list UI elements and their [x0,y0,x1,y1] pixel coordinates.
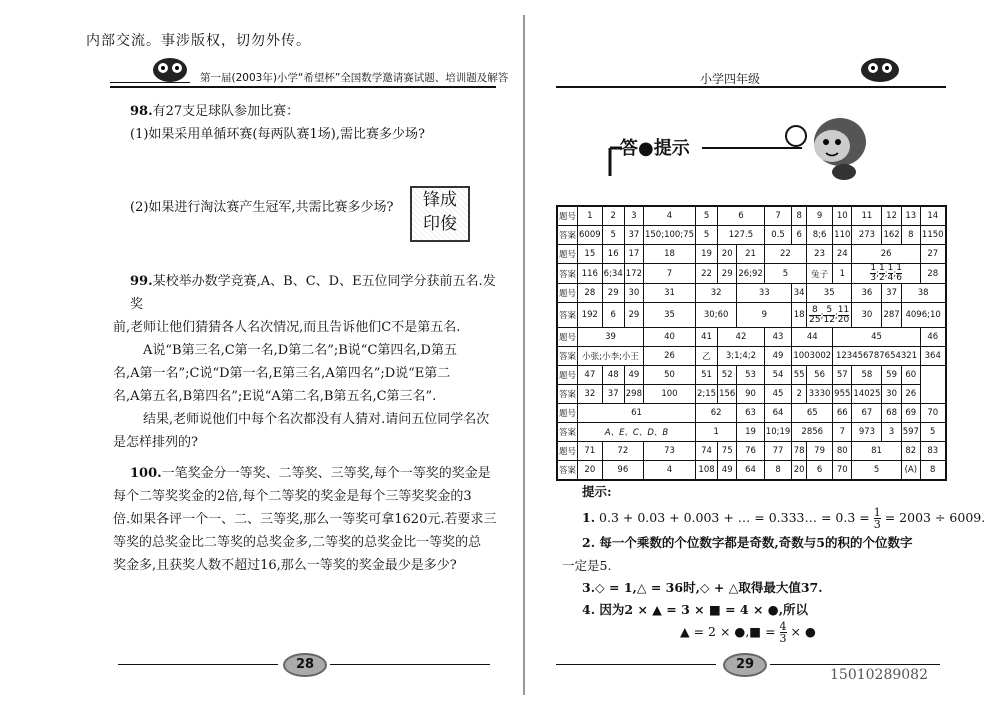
mascot-icon [782,106,880,184]
hint-1: 1. 0.3 + 0.03 + 0.003 + … = 0.333… = 0.3̇ = $\frac{1}{3}$ = 2003 ÷ 6009. [582,506,986,531]
left-header-title: 第一届(2003年)小学“希望杯”全国数学邀请赛试题、培训题及解答 [200,72,509,84]
answer-table [556,205,947,481]
table-row: 答案 A、E、C、D、B 1 19 10;19 2856 7 973 3 597 5 [557,423,946,442]
fraction-answer-26: $\frac{1}{3}$ ; $\frac{1}{2}$ ; $\frac{1}{4}$ ; $\frac{1}{6}$ [852,264,921,284]
table-row: 答案 116 6;34 172 7 22 29 26;92 5 兔子 1 $\frac{1}{3}$ ; $\frac{1}{2}$ ; $\frac{1}{4}$ ; $\frac{1}{6}$ 28 [557,264,946,284]
table-row: 答案 6009 5 37 150;100;75 5 127.5 0.5 6 8;6 110 273 162 8 1150 [557,226,946,245]
table-row: 题号 71 72 73 74 75 76 77 78 79 80 81 82 83 [557,442,946,461]
phone-watermark: 15010289082 [830,667,928,683]
fraction-answer-35: $\frac{8}{25}$ ; $\frac{5}{12}$ ; $\frac{11}{20}$ [806,303,851,328]
left-header-mascot [150,54,190,84]
page-gutter [523,15,525,695]
table-row: 答案 20 96 4 108 49 64 8 20 6 70 5 (A) 8 [557,461,946,481]
table-row: 题号 39 40 41 42 43 44 45 46 [557,328,946,347]
hint-5: ▲ = 2 × ●,■ = $\frac{4}{3}$ × ● [680,620,816,645]
hint-4: 4. 因为2 × ▲ = 3 × ■ = 4 × ●,所以 [582,602,809,617]
table-row: 题号 47 48 49 50 51 52 53 54 55 56 57 58 59 60 [557,366,946,385]
question-98: 98.有27支足球队参加比赛： (1)如果采用单循环赛(每两队赛1场),需比赛多少场? [130,104,425,142]
page-number-right: 29 [723,653,767,677]
right-header-mascot [858,54,902,84]
question-99: 99.某校举办数学竞赛,A、B、C、D、E五位同学分获前五名.发奖 前,老师让他们猜猜各人名次情况,而且告诉他们C不是第五名. A说“B第三名,C第一名,D第二名”;B说“C第四名,D第五 名,A第一名”;C说“D第一名,E第三名,A第四名”;D说“E第二 名,A第五名,B第四名”;E说“A第二名,B第五名,C第三名”. 结果,老师说他们中每个名次都没有人猜对.请问五位同学名次 是怎样排列的? [113,274,496,450]
seal-stamp: 锋成 印俊 [410,186,470,242]
table-row: 题号 15 16 17 18 19 20 21 22 23 24 26 27 [557,245,946,264]
page-number-left: 28 [283,653,327,677]
table-row: 答案 32 37 298 100 2;15 156 90 45 2 3330 955 14025 30 26 [557,385,946,404]
hint-3: 3.◇ = 1,△ = 36时,◇ + △取得最大值37. [582,580,823,595]
table-row: 答案 192 6 29 35 30;60 9 18 $\frac{8}{25}$ ; $\frac{5}{12}$ ; $\frac{11}{20}$ 30 287 4096;10 [557,303,946,328]
table-row: 题号 28 29 30 31 32 33 34 35 36 37 38 [557,284,946,303]
hints-title: 提示: [582,484,612,499]
section-title: 答●提示 [620,138,690,159]
table-row: 答案 小张;小李;小王 26 乙 3;1;4;2 49 1003002 123456787654321 364 [557,347,946,366]
hint-2: 2. 每一个乘数的个位数字都是奇数,奇数与5的积的个位数字 一定是5. [562,535,913,573]
question-98-part2: (2)如果进行淘汰赛产生冠军,共需比赛多少场? [130,200,394,215]
watermark-text: 内部交流。事涉版权，切勿外传。 [86,33,311,49]
question-100: 100.一笔奖金分一等奖、二等奖、三等奖,每个一等奖的奖金是 每个二等奖奖金的2倍,每个二等奖的奖金是每个三等奖奖金的3 倍.如果各评一个一、二、三等奖,那么一等奖可拿1620元.若要求三 等奖的总奖金比二等奖的总奖金多,二等奖的总奖金比一等奖的总 奖金多,且获奖人数不超过16,那么一等奖的奖金最少是多少? [113,466,497,573]
table-row: 题号 1 2 3 4 5 6 7 8 9 10 11 12 13 14 [557,206,946,226]
right-header-title: 小学四年级 [700,72,761,86]
table-row: 题号 61 62 63 64 65 66 67 68 69 70 [557,404,946,423]
